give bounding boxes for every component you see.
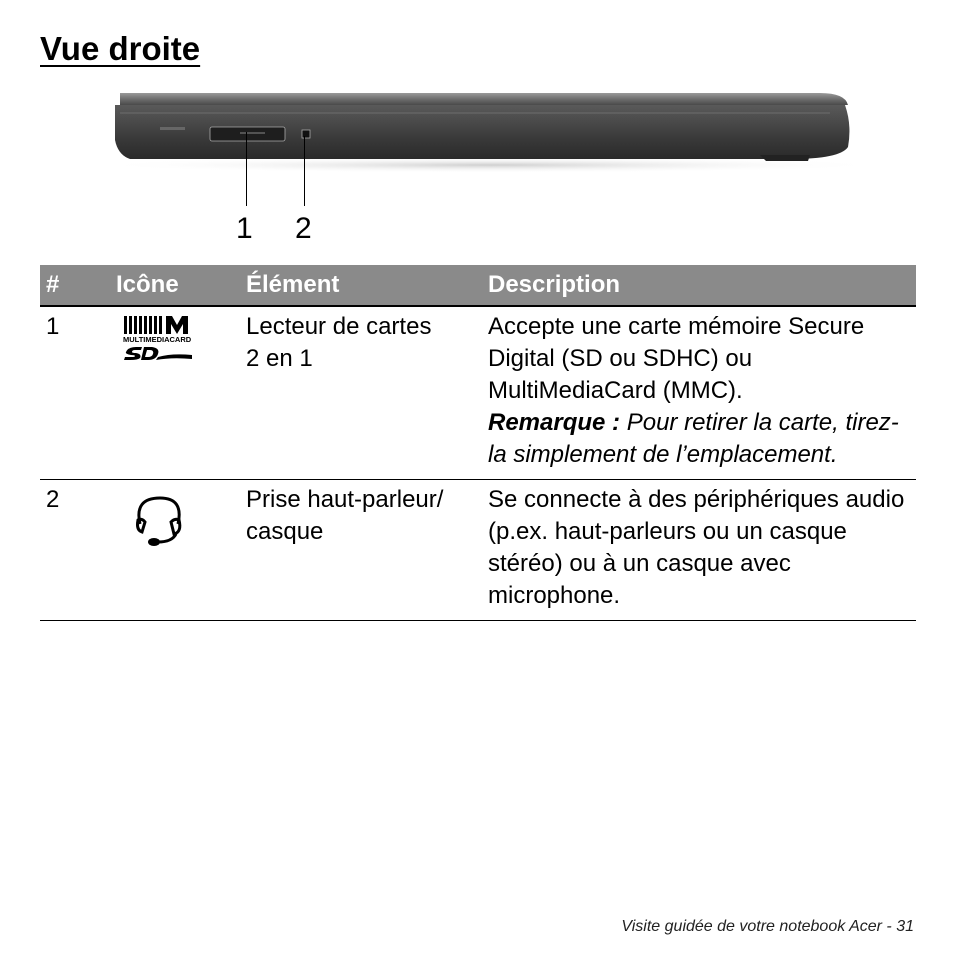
element-line: 2 en 1 <box>246 345 313 372</box>
note-label: Remarque : <box>488 409 621 436</box>
callout-line-2 <box>304 136 305 206</box>
row-icon-cell <box>110 306 240 480</box>
header-element: Élément <box>246 271 340 298</box>
row-element <box>240 306 482 480</box>
header-icon: Icône <box>116 271 179 298</box>
headset-icon <box>116 490 196 550</box>
callout-number-1: 1 <box>236 212 253 245</box>
header-number: # <box>46 271 60 298</box>
table-header-row <box>40 265 916 306</box>
header-description: Description <box>488 271 621 298</box>
description-text: Se connecte à des périphériques audio (p.ex. haut-parleurs ou un casque stéréo) ou à un casque avec microphone. <box>488 486 905 609</box>
right-side-components-table <box>40 265 916 621</box>
description-text: Accepte une carte mémoire Secure Digital (SD ou SDHC) ou MultiMediaCard (MMC). <box>488 313 865 404</box>
callout-number-2: 2 <box>295 212 312 245</box>
row-number: 1 <box>46 313 60 340</box>
element-line: Prise haut-parleur/ <box>246 486 444 513</box>
laptop-right-side-illustration <box>90 85 880 185</box>
row-description <box>482 480 916 621</box>
mmc-logo-text: MULTIMEDIACARD <box>123 335 192 344</box>
callout-line-1 <box>246 132 247 206</box>
row-icon-cell <box>110 480 240 621</box>
row-description <box>482 306 916 480</box>
table-row <box>40 480 916 621</box>
note-text: Pour retirer la carte, tirez-la simplement de l’emplacement. <box>488 409 899 468</box>
mmc-sd-card-icon <box>116 311 196 361</box>
element-line: Lecteur de cartes <box>246 313 432 340</box>
row-number: 2 <box>46 486 60 513</box>
element-line: casque <box>246 518 324 545</box>
table-row <box>40 306 916 480</box>
row-element <box>240 480 482 621</box>
page-footer: Visite guidée de votre notebook Acer - 31 <box>621 918 914 935</box>
page-title: Vue droite <box>40 30 201 67</box>
